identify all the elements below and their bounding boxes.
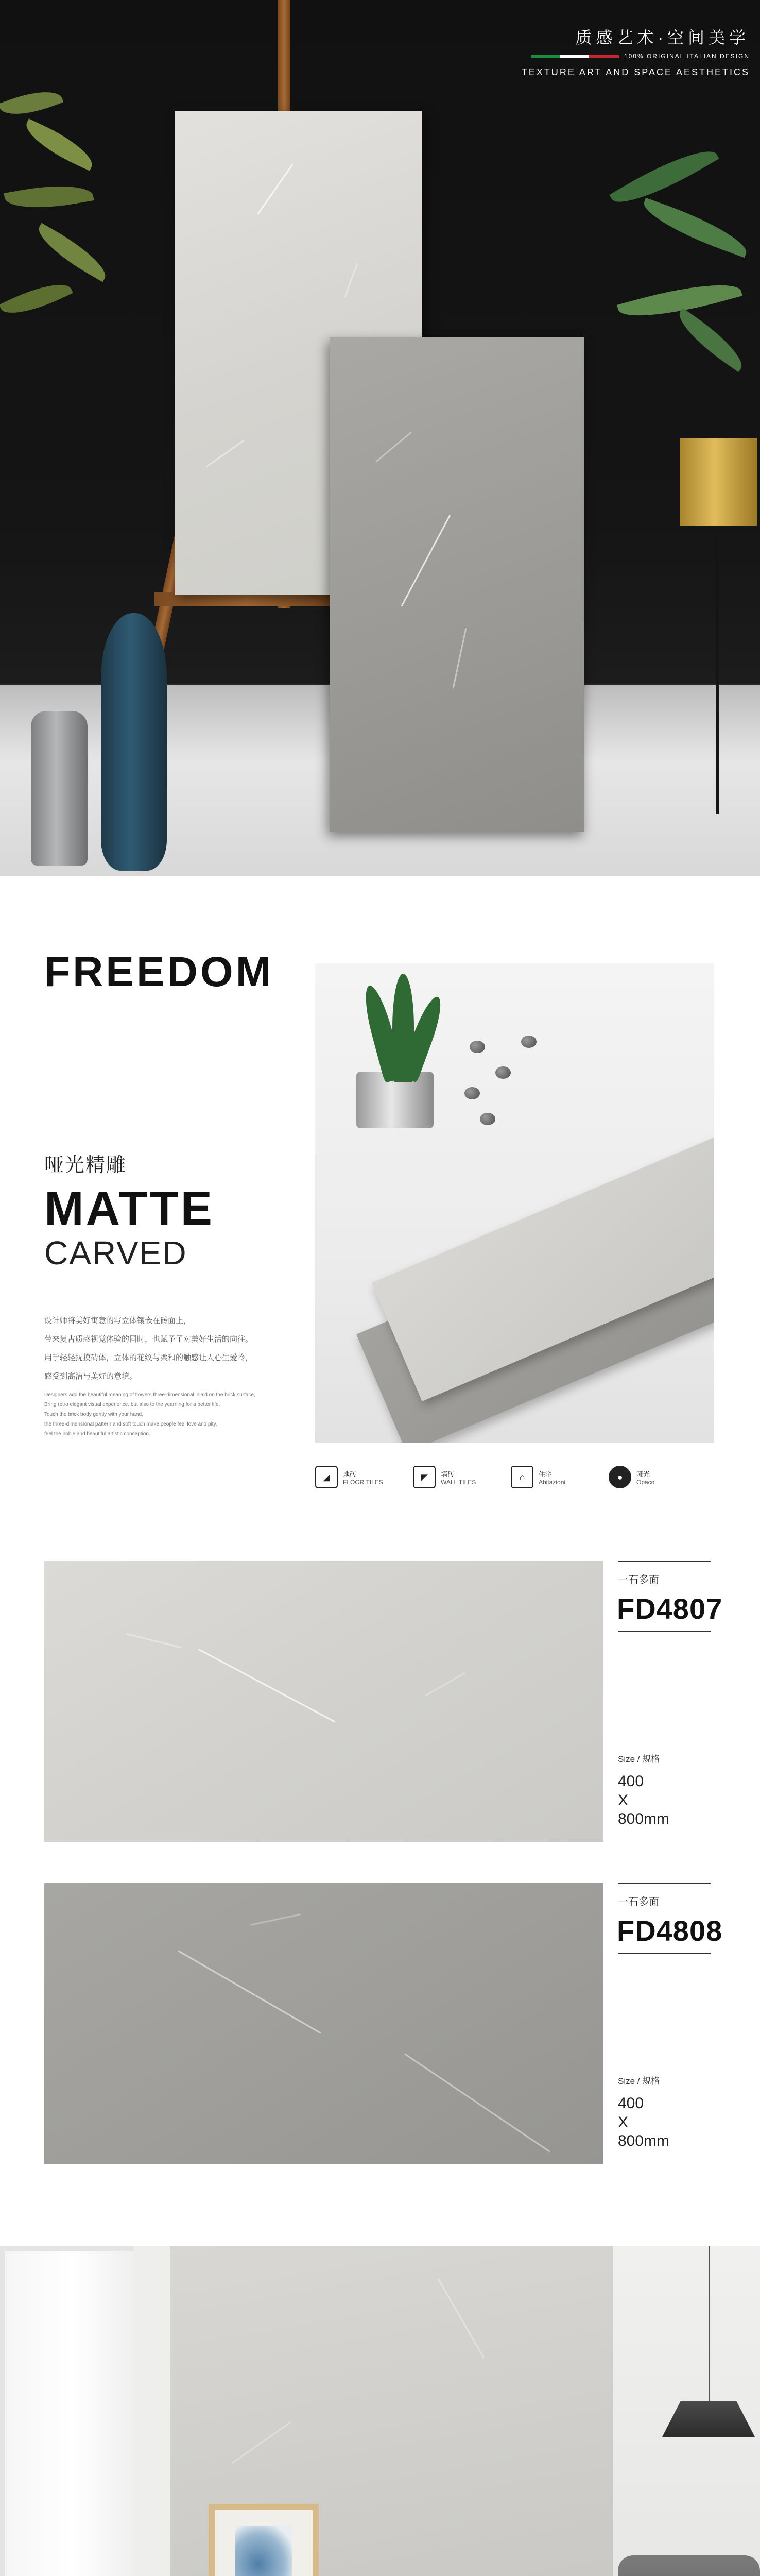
product-code: FD4807 — [617, 1592, 723, 1625]
usage-matte: ● 哑光 Opaco — [609, 1466, 696, 1488]
tile-swatch-fd4807 — [44, 1561, 603, 1842]
size-label: Size / 规格 — [618, 2076, 660, 2086]
wall-pilaster — [134, 2246, 170, 2576]
brass-planter — [680, 438, 757, 526]
sofa — [618, 2555, 760, 2576]
house-icon: ⌂ — [511, 1466, 533, 1488]
size-label: Size / 规格 — [618, 1754, 660, 1764]
floor-tile-icon: ◢ — [315, 1466, 338, 1488]
divider — [618, 1561, 711, 1562]
intro-section — [0, 876, 760, 1515]
product-code: FD4808 — [617, 1914, 723, 1947]
brand-cn-tagline: 质感艺术·空间美学 — [575, 28, 750, 47]
grey-vase — [31, 711, 88, 866]
title-carved: CARVED — [44, 1234, 187, 1272]
brand-block — [430, 25, 750, 78]
divider — [618, 1883, 711, 1884]
cn-product-title: 哑光精雕 — [44, 1155, 127, 1176]
collection-name: FREEDOM — [44, 948, 273, 995]
product-card-fd4808 — [0, 1875, 760, 2169]
product-card-fd4807 — [0, 1556, 760, 1844]
brand-en-tagline: TEXTURE ART AND SPACE AESTHETICS — [521, 67, 750, 77]
title-matte: MATTE — [44, 1182, 215, 1235]
blue-vase — [101, 613, 167, 871]
tile-swatch-fd4808 — [44, 1883, 603, 2164]
hero-banner — [0, 0, 760, 876]
size-value: 400 X 800mm — [618, 2095, 670, 2150]
usage-icons — [315, 1466, 696, 1488]
grey-tile-display — [330, 337, 584, 832]
series-name: 一石多面 — [618, 1896, 659, 1908]
divider — [618, 1953, 711, 1954]
product-photo — [315, 963, 714, 1443]
framed-art — [209, 2504, 319, 2576]
series-name: 一石多面 — [618, 1574, 659, 1586]
usage-residential: ⌂ 住宅 Abitazioni — [511, 1466, 598, 1488]
size-value: 400 X 800mm — [618, 1773, 670, 1828]
divider — [618, 1631, 711, 1632]
window — [0, 2246, 144, 2576]
usage-floor: ◢ 地砖 FLOOR TILES — [315, 1466, 403, 1488]
room-scene — [0, 2246, 760, 2576]
description-cn: 设计师将美好寓意的写立体镶嵌在砖面上， 带来复古质感视觉体验的同时，也赋予了对美好生活的向往。 用手轻轻抚摸砖体，立体的花纹与柔和的触感让人心生爱怜， 感受到高洁与美好的意境。 — [44, 1316, 253, 1381]
plant-stand — [716, 526, 719, 814]
brand-origin: 100% ORIGINAL ITALIAN DESIGN — [430, 53, 750, 60]
usage-wall: ◤ 墙砖 WALL TILES — [413, 1466, 500, 1488]
italian-flag-icon — [531, 55, 619, 58]
matte-finish-icon: ● — [609, 1466, 631, 1488]
description-en: Designers add the beautiful meaning of flowers three-dimensional inlaid on the brick surface, Bring retro elegant visual experience, but also to the yearning for a better life. Touch the brick body gently with your hand, the three-dimensional pattern and soft touch make people feel love and pity, feel the noble and beautiful artistic conception. — [44, 1392, 255, 1437]
wall-tile-icon: ◤ — [413, 1466, 436, 1488]
lamp-cord — [709, 2246, 710, 2416]
